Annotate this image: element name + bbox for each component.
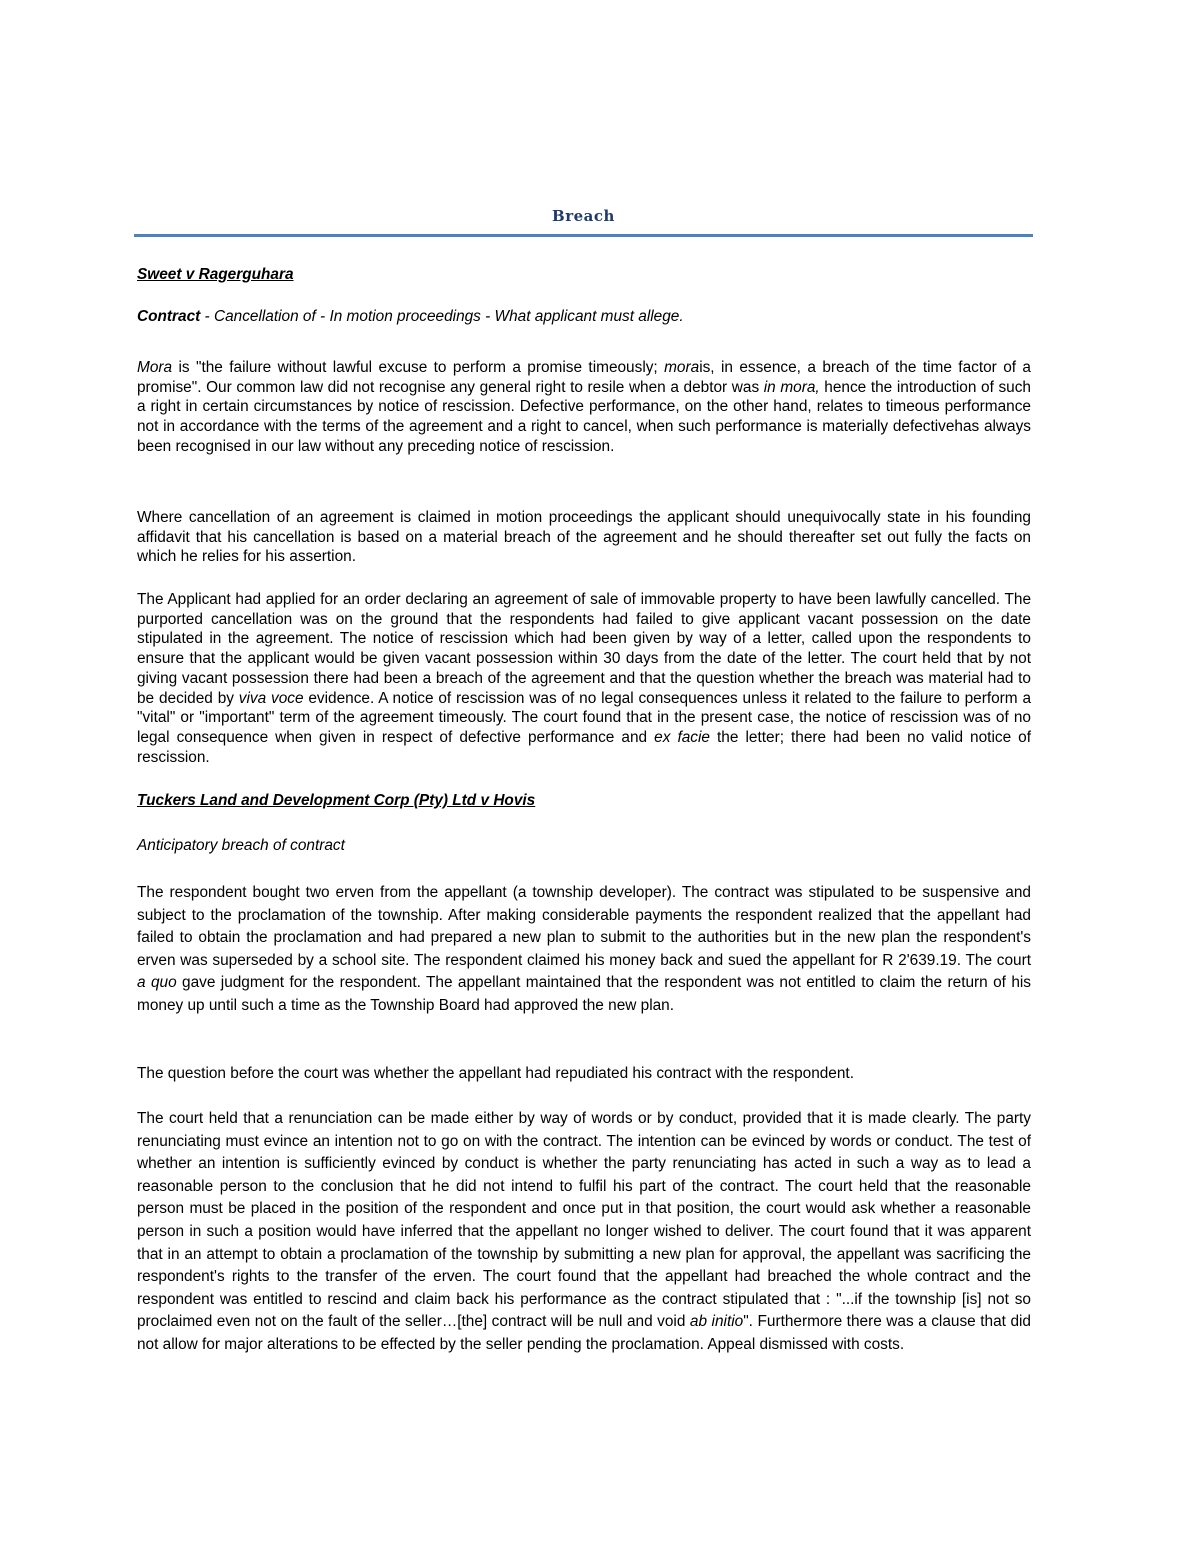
subject-text: - Cancellation of - In motion proceedings - What applicant must allege. [200, 308, 684, 325]
title-underline-rule [134, 234, 1033, 237]
paragraph-respondent [137, 882, 1031, 1018]
text-run: evidence. A notice of rescission was of no legal consequences unless it related to the failure to perform a "vital" or "important" term of the agreement timeously. The court found that in the present case, the notice of rescission was of no legal consequence when given in respect of defective performance and [137, 689, 1032, 746]
italic-term: mora [664, 359, 700, 376]
paragraph-text: Where cancellation of an agreement is claimed in motion proceedings the applicant should unequivocally state in his founding affidavit that his cancellation is based on a material breach of the agreement and he should thereafter set out fully the facts on which he relies for his assertion. [137, 509, 1031, 566]
subject-text: Anticipatory breach of contract [137, 837, 345, 854]
text-run: The Applicant had applied for an order declaring an agreement of sale of immovable property to have been lawfully cancelled. The purported cancellation was on the ground that the respondents had failed to give applicant vacant possession on the date stipulated in the agreement. The notice of rescission which had been given by way of a letter, called upon the respondents to ensure that the applicant would be given vacant possession within 30 days from the date of the letter. The court held that by not giving vacant possession there had been a breach of the agreement and that the question whether the breach was material had to be decided by [137, 591, 1031, 707]
text-run: hence the introduction of such a right in certain circumstances by notice of rescission. Defective performance, on the other hand, relates to timeous performance not in accordance with the terms of the agreement and a right to cancel, when such performance is materially defectivehas always been recognised in our law without any preceding notice of rescission. [137, 378, 1031, 455]
text-run: The respondent bought two erven from the appellant (a township developer). The contract was stipulated to be suspensive and subject to the proclamation of the township. After making considerable payments the respondent realized that the appellant had failed to obtain the proclamation and had prepared a new plan to submit to the authorities but in the new plan the respondent's erven was superseded by a school site. The respondent claimed his money back and sued the appellant for R 2'639.19. The court [137, 884, 1031, 969]
case-section-sweet [137, 266, 1031, 284]
text-run: gave judgment for the respondent. The appellant maintained that the respondent was not entitled to claim the return of his money up until such a time as the Township Board had approved the new plan. [137, 974, 1031, 1014]
paragraph-text: The question before the court was whether the appellant had repudiated his contract with the respondent. [137, 1065, 854, 1082]
text-run: ". Furthermore there was a clause that did not allow for major alterations to be effected by the seller pending the proclamation. Appeal dismissed with costs. [137, 1313, 1031, 1353]
case-subject [137, 837, 1031, 855]
text-run: is "the failure without lawful excuse to perform a promise timeously; [172, 359, 665, 376]
text-run: the letter; there had been no valid notice of rescission. [137, 728, 1032, 766]
italic-term: ex facie [654, 728, 710, 746]
paragraph-question [137, 1063, 1031, 1086]
italic-term: ab initio [689, 1313, 744, 1331]
italic-term: a quo [137, 974, 177, 992]
case-heading: Tuckers Land and Development Corp (Pty) Ltd v Hovis [137, 792, 536, 809]
paragraph-applicant [137, 590, 1031, 767]
case-section-tuckers [137, 792, 1031, 810]
subject-keyword: Contract [137, 308, 201, 325]
italic-term: Mora [137, 359, 173, 376]
italic-term: in mora, [763, 378, 820, 396]
paragraph-court-held [137, 1108, 1031, 1357]
paragraph-motion-proceedings [137, 508, 1031, 567]
text-run: is, in essence, a breach of the time factor of a promise". Our common law did not recognise any general right to resile when a debtor was [137, 359, 1031, 396]
case-subject [137, 308, 1031, 326]
document-title: Breach [552, 207, 615, 225]
paragraph-mora [137, 358, 1031, 457]
text-run: The court held that a renunciation can be made either by way of words or by conduct, provided that it is made clearly. The party renunciating must evince an intention not to go on with the contract. The intention can be evinced by words or conduct. The test of whether an intention is sufficiently evinced by conduct is whether the party renunciating has acted in such a way as to lead a reasonable person to the conclusion that he did not intend to fulfil his part of the contract. The court held that the reasonable person must be placed in the position of the respondent and once put in that position, the court would ask whether a reasonable person in such a position would have inferred that the appellant no longer wished to deliver. The court found that it was apparent that in an attempt to obtain a proclamation of the township by submitting a new plan for approval, the appellant was sacrificing the respondent's rights to the transfer of the erven. The court found that the appellant had breached the whole contract and the respondent was entitled to rescind and claim back his performance as the contract stipulated that : "...if the township [is] not so proclaimed even not on the fault of the seller…[the] contract will be null and void [137, 1110, 1031, 1331]
case-heading: Sweet v Ragerguhara [137, 266, 294, 283]
italic-term: viva voce [238, 689, 304, 707]
